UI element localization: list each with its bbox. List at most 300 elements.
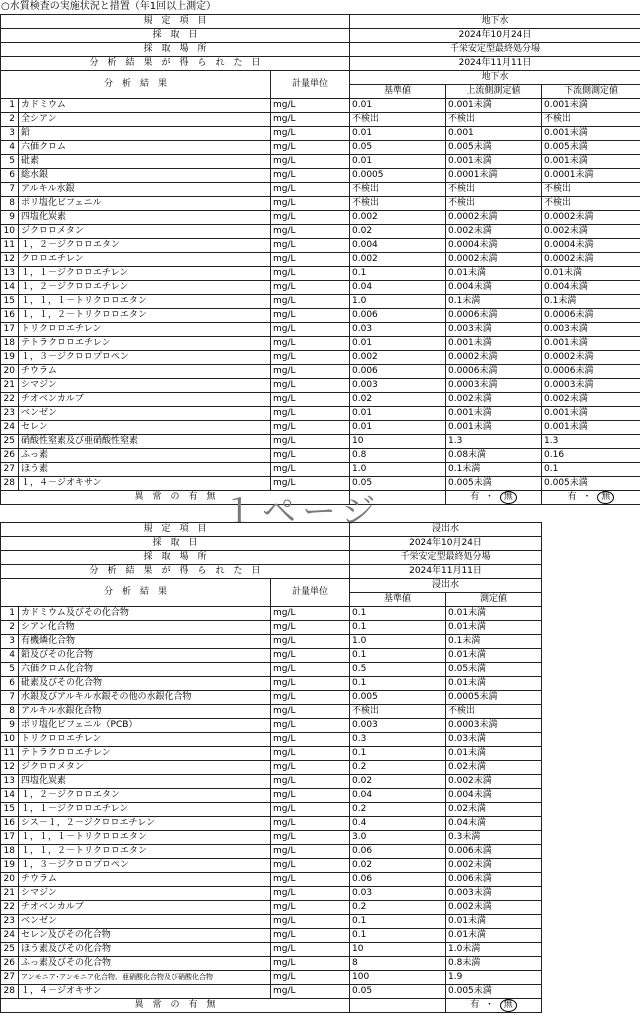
- standard-value: 100: [350, 971, 446, 985]
- abnormal-yes: 有: [567, 492, 577, 502]
- upstream-value: 0.001未満: [446, 407, 542, 421]
- sampling-date-label: 採 取 日: [1, 29, 350, 43]
- downstream-value: 0.0003未満: [542, 379, 640, 393]
- measured-value: 1.9: [446, 971, 542, 985]
- downstream-value: 不検出: [542, 113, 640, 127]
- row-number: 26: [1, 449, 19, 463]
- unit: mg/L: [271, 225, 350, 239]
- row-number: 14: [1, 789, 19, 803]
- row-number: 21: [1, 379, 19, 393]
- item-value: 浸出水: [350, 523, 542, 537]
- abnormal-label: 異 常 の 有 無: [1, 999, 350, 1013]
- row-number: 3: [1, 635, 19, 649]
- downstream-value: 0.001未満: [542, 421, 640, 435]
- row-number: 8: [1, 197, 19, 211]
- sampling-date: 2024年10月24日: [350, 29, 640, 43]
- downstream-value: 1.3: [542, 435, 640, 449]
- table-row: [1, 985, 542, 999]
- item-label: 規 定 項 目: [1, 523, 350, 537]
- standard-value: 1.0: [350, 463, 446, 477]
- table-row: [1, 775, 542, 789]
- abnormal-yes: 有: [470, 1000, 480, 1010]
- table-row: [1, 197, 640, 211]
- unit: mg/L: [271, 915, 350, 929]
- table-row: [1, 957, 542, 971]
- unit: mg/L: [271, 365, 350, 379]
- table-row: [1, 155, 640, 169]
- substance-name: ほう素及びその化合物: [19, 943, 271, 957]
- upstream-value: 0.0001未満: [446, 169, 542, 183]
- table-row: [1, 127, 640, 141]
- substance-name: 有機燐化合物: [19, 635, 271, 649]
- measured-header: 測定値: [446, 593, 542, 607]
- table-row: [1, 817, 542, 831]
- upstream-value: 1.3: [446, 435, 542, 449]
- unit: mg/L: [271, 141, 350, 155]
- unit: mg/L: [271, 775, 350, 789]
- substance-name: アルキル水銀: [19, 183, 271, 197]
- analysis-header: 分 析 結 果: [1, 579, 271, 607]
- standard-value: 0.003: [350, 719, 446, 733]
- measured-value: 0.006未満: [446, 845, 542, 859]
- abnormal-dot: ・: [582, 492, 592, 502]
- standard-value: 0.1: [350, 267, 446, 281]
- row-number: 14: [1, 281, 19, 295]
- substance-name: 四塩化炭素: [19, 211, 271, 225]
- substance-name: ふっ素: [19, 449, 271, 463]
- sampling-place-label: 採 取 場 所: [1, 551, 350, 565]
- measured-value: 0.05未満: [446, 663, 542, 677]
- abnormal-no-circled: 無: [500, 491, 517, 504]
- table-row: [1, 845, 542, 859]
- row-number: 22: [1, 901, 19, 915]
- substance-name: ジクロロメタン: [19, 761, 271, 775]
- row-number: 19: [1, 859, 19, 873]
- row-number: 10: [1, 225, 19, 239]
- unit: mg/L: [271, 477, 350, 491]
- substance-name: クロロエチレン: [19, 253, 271, 267]
- measured-value: 0.0005未満: [446, 691, 542, 705]
- substance-name: テトラクロロエチレン: [19, 747, 271, 761]
- downstream-value: 0.002未満: [542, 393, 640, 407]
- upstream-value: 0.001未満: [446, 421, 542, 435]
- substance-name: シマジン: [19, 379, 271, 393]
- standard-value: 10: [350, 435, 446, 449]
- row-number: 12: [1, 253, 19, 267]
- downstream-value: 0.0002未満: [542, 253, 640, 267]
- table-row: [1, 337, 640, 351]
- standard-value: 0.2: [350, 803, 446, 817]
- unit: mg/L: [271, 393, 350, 407]
- unit: mg/L: [271, 705, 350, 719]
- substance-name: 砒素: [19, 155, 271, 169]
- table-row: [1, 253, 640, 267]
- table-row: [1, 971, 542, 985]
- upstream-value: 0.08未満: [446, 449, 542, 463]
- standard-value: 0.05: [350, 141, 446, 155]
- row-number: 10: [1, 733, 19, 747]
- table-row: [1, 649, 542, 663]
- unit: mg/L: [271, 99, 350, 113]
- measured-value: 0.03未満: [446, 733, 542, 747]
- std-header: 基準値: [350, 593, 446, 607]
- row-number: 9: [1, 719, 19, 733]
- table-row: [1, 379, 640, 393]
- standard-value: 0.01: [350, 155, 446, 169]
- sampling-place-label: 採 取 場 所: [1, 43, 350, 57]
- unit: mg/L: [271, 113, 350, 127]
- upstream-value: 0.0002未満: [446, 211, 542, 225]
- downstream-value: 0.004未満: [542, 281, 640, 295]
- unit: mg/L: [271, 155, 350, 169]
- downstream-value: 0.0001未満: [542, 169, 640, 183]
- measured-value: 0.1未満: [446, 635, 542, 649]
- upstream-value: 0.1未満: [446, 295, 542, 309]
- standard-value: 0.05: [350, 985, 446, 999]
- table-row: [1, 747, 542, 761]
- upstream-header: 上流側測定値: [446, 85, 542, 99]
- row-number: 26: [1, 957, 19, 971]
- table-row: [1, 407, 640, 421]
- standard-value: 0.3: [350, 733, 446, 747]
- result-date: 2024年11月11日: [350, 57, 640, 71]
- table-row: [1, 309, 640, 323]
- unit: mg/L: [271, 887, 350, 901]
- table-row: [1, 141, 640, 155]
- standard-value: 0.002: [350, 351, 446, 365]
- substance-name: 四塩化炭素: [19, 775, 271, 789]
- measured-value: 0.04未満: [446, 817, 542, 831]
- downstream-value: 0.001未満: [542, 337, 640, 351]
- upstream-value: 0.01未満: [446, 267, 542, 281]
- standard-value: 0.1: [350, 677, 446, 691]
- substance-name: 総水銀: [19, 169, 271, 183]
- substance-name: シス－１，２－ジクロロエチレン: [19, 817, 271, 831]
- unit: mg/L: [271, 677, 350, 691]
- upstream-value: 0.002未満: [446, 393, 542, 407]
- table-row: [1, 859, 542, 873]
- item-label: 規 定 項 目: [1, 15, 350, 29]
- downstream-value: 0.01未満: [542, 267, 640, 281]
- upstream-value: 0.001未満: [446, 155, 542, 169]
- upstream-value: 0.001未満: [446, 99, 542, 113]
- unit: mg/L: [271, 197, 350, 211]
- substance-name: １，３－ジクロロプロペン: [19, 859, 271, 873]
- table-row: [1, 761, 542, 775]
- unit: mg/L: [271, 281, 350, 295]
- downstream-value: 0.16: [542, 449, 640, 463]
- row-number: 1: [1, 607, 19, 621]
- unit: mg/L: [271, 985, 350, 999]
- substance-name: 鉛及びその化合物: [19, 649, 271, 663]
- table-row: [1, 365, 640, 379]
- substance-name: カドミウム: [19, 99, 271, 113]
- measured-value: 0.005未満: [446, 985, 542, 999]
- row-number: 24: [1, 421, 19, 435]
- upstream-value: 0.001: [446, 127, 542, 141]
- measured-value: 0.01未満: [446, 915, 542, 929]
- standard-value: 0.002: [350, 211, 446, 225]
- row-number: 2: [1, 621, 19, 635]
- downstream-value: 0.1未満: [542, 295, 640, 309]
- substance-name: １，１－ジクロロエチレン: [19, 803, 271, 817]
- row-number: 24: [1, 929, 19, 943]
- standard-value: 0.03: [350, 323, 446, 337]
- standard-value: 0.02: [350, 225, 446, 239]
- downstream-value: 0.005未満: [542, 477, 640, 491]
- downstream-value: 0.001未満: [542, 155, 640, 169]
- unit: mg/L: [271, 239, 350, 253]
- table-row: [1, 663, 542, 677]
- row-number: 27: [1, 971, 19, 985]
- upstream-value: 0.003未満: [446, 323, 542, 337]
- standard-value: 不検出: [350, 183, 446, 197]
- unit: mg/L: [271, 789, 350, 803]
- standard-value: 1.0: [350, 635, 446, 649]
- unit: mg/L: [271, 747, 350, 761]
- result-date-label: 分 析 結 果 が 得 ら れ た 日: [1, 565, 350, 579]
- substance-name: チウラム: [19, 873, 271, 887]
- standard-value: 0.01: [350, 421, 446, 435]
- table-row: [1, 943, 542, 957]
- standard-value: 0.0005: [350, 169, 446, 183]
- substance-name: シアン化合物: [19, 621, 271, 635]
- table-row: [1, 733, 542, 747]
- table-row: [1, 607, 542, 621]
- table-row: [1, 621, 542, 635]
- table-row: [1, 789, 542, 803]
- standard-value: 0.05: [350, 477, 446, 491]
- table-row: [1, 803, 542, 817]
- unit: mg/L: [271, 267, 350, 281]
- upstream-value: 0.005未満: [446, 477, 542, 491]
- abnormal-no-circled: 無: [597, 491, 614, 504]
- unit: mg/L: [271, 169, 350, 183]
- unit: mg/L: [271, 351, 350, 365]
- abnormal-dot: ・: [484, 492, 494, 502]
- unit: mg/L: [271, 323, 350, 337]
- standard-value: 不検出: [350, 705, 446, 719]
- sampling-date: 2024年10月24日: [350, 537, 542, 551]
- measured-value: 0.01未満: [446, 621, 542, 635]
- unit: mg/L: [271, 817, 350, 831]
- downstream-value: 0.1: [542, 463, 640, 477]
- row-number: 6: [1, 677, 19, 691]
- standard-value: 0.04: [350, 281, 446, 295]
- table-row: [1, 705, 542, 719]
- row-number: 25: [1, 435, 19, 449]
- standard-value: 0.01: [350, 407, 446, 421]
- substance-name: ふっ素及びその化合物: [19, 957, 271, 971]
- unit: mg/L: [271, 971, 350, 985]
- substance-name: １，４－ジオキサン: [19, 985, 271, 999]
- unit: mg/L: [271, 873, 350, 887]
- table-row: [1, 887, 542, 901]
- standard-value: 0.4: [350, 817, 446, 831]
- row-number: 5: [1, 663, 19, 677]
- measured-value: 0.003未満: [446, 887, 542, 901]
- row-number: 18: [1, 845, 19, 859]
- sampling-place: 千栄安定型最終処分場: [350, 43, 640, 57]
- substance-name: チオベンカルブ: [19, 393, 271, 407]
- table-row: [1, 463, 640, 477]
- measured-value: 0.01未満: [446, 677, 542, 691]
- upstream-value: 不検出: [446, 197, 542, 211]
- substance-name: １，３－ジクロロプロペン: [19, 351, 271, 365]
- table-row: [1, 183, 640, 197]
- row-number: 16: [1, 309, 19, 323]
- substance-name: １，１，２－トリクロロエタン: [19, 309, 271, 323]
- row-number: 8: [1, 705, 19, 719]
- upstream-value: 0.1未満: [446, 463, 542, 477]
- downstream-value: 0.002未満: [542, 225, 640, 239]
- page-watermark: １ページ: [222, 492, 382, 532]
- abnormal-label: 異 常 の 有 無: [1, 491, 350, 505]
- row-number: 15: [1, 295, 19, 309]
- standard-value: 0.2: [350, 761, 446, 775]
- standard-value: 0.1: [350, 915, 446, 929]
- standard-value: 0.006: [350, 309, 446, 323]
- row-number: 18: [1, 337, 19, 351]
- substance-name: 硝酸性窒素及び亜硝酸性窒素: [19, 435, 271, 449]
- unit: mg/L: [271, 733, 350, 747]
- abnormal-yes: 有: [470, 492, 480, 502]
- sampling-date-label: 採 取 日: [1, 537, 350, 551]
- table-row: [1, 393, 640, 407]
- downstream-header: 下流側測定値: [542, 85, 640, 99]
- unit: mg/L: [271, 435, 350, 449]
- downstream-value: 0.0004未満: [542, 239, 640, 253]
- standard-value: 0.1: [350, 621, 446, 635]
- row-number: 20: [1, 365, 19, 379]
- substance-name: シマジン: [19, 887, 271, 901]
- category-header: 地下水: [350, 71, 640, 85]
- substance-name: １，１，２－トリクロロエタン: [19, 845, 271, 859]
- row-number: 5: [1, 155, 19, 169]
- abnormal-downstream: [542, 491, 640, 505]
- measured-value: 0.002未満: [446, 859, 542, 873]
- unit: mg/L: [271, 337, 350, 351]
- unit: mg/L: [271, 845, 350, 859]
- upstream-value: 0.0006未満: [446, 309, 542, 323]
- substance-name: ポリ塩化ビフェニル: [19, 197, 271, 211]
- measured-value: 0.006未満: [446, 873, 542, 887]
- standard-value: 0.8: [350, 449, 446, 463]
- table-row: [1, 719, 542, 733]
- row-number: 2: [1, 113, 19, 127]
- measured-value: 0.02未満: [446, 803, 542, 817]
- standard-value: 不検出: [350, 197, 446, 211]
- standard-value: 0.1: [350, 607, 446, 621]
- substance-name: ベンゼン: [19, 407, 271, 421]
- table-row: [1, 323, 640, 337]
- substance-name: ほう素: [19, 463, 271, 477]
- standard-value: 3.0: [350, 831, 446, 845]
- substance-name: トリクロロエチレン: [19, 323, 271, 337]
- document-title: ○水質検査の実施状況と措置（年1回以上測定）: [1, 1, 217, 12]
- unit: mg/L: [271, 635, 350, 649]
- row-number: 15: [1, 803, 19, 817]
- row-number: 7: [1, 691, 19, 705]
- substance-name: １，２－ジクロロエタン: [19, 789, 271, 803]
- table-row: [1, 113, 640, 127]
- substance-name: 砒素及びその化合物: [19, 677, 271, 691]
- result-date-label: 分 析 結 果 が 得 ら れ た 日: [1, 57, 350, 71]
- substance-name: １，１，１－トリクロロエタン: [19, 295, 271, 309]
- table-row: [1, 281, 640, 295]
- unit: mg/L: [271, 309, 350, 323]
- unit: mg/L: [271, 719, 350, 733]
- upstream-value: 0.004未満: [446, 281, 542, 295]
- substance-name: １，１－ジクロロエチレン: [19, 267, 271, 281]
- measured-value: 0.01未満: [446, 747, 542, 761]
- substance-name: 鉛: [19, 127, 271, 141]
- downstream-value: 0.0002未満: [542, 351, 640, 365]
- substance-name: １，４－ジオキサン: [19, 477, 271, 491]
- substance-name: セレン: [19, 421, 271, 435]
- unit: mg/L: [271, 253, 350, 267]
- substance-name: 全シアン: [19, 113, 271, 127]
- downstream-value: 0.0006未満: [542, 365, 640, 379]
- unit: mg/L: [271, 943, 350, 957]
- substance-name: ポリ塩化ビフェニル（PCB）: [19, 719, 271, 733]
- table-row: [1, 169, 640, 183]
- measured-value: 0.02未満: [446, 761, 542, 775]
- row-number: 9: [1, 211, 19, 225]
- standard-value: 0.1: [350, 747, 446, 761]
- table-row: [1, 99, 640, 113]
- upstream-value: 0.001未満: [446, 337, 542, 351]
- row-number: 3: [1, 127, 19, 141]
- table-row: [1, 225, 640, 239]
- substance-name: １，２－ジクロロエタン: [19, 239, 271, 253]
- row-number: 28: [1, 985, 19, 999]
- downstream-value: 0.005未満: [542, 141, 640, 155]
- downstream-value: 0.0002未満: [542, 211, 640, 225]
- substance-name: ジクロロメタン: [19, 225, 271, 239]
- standard-value: 0.02: [350, 859, 446, 873]
- row-number: 19: [1, 351, 19, 365]
- table-row: [1, 267, 640, 281]
- row-number: 7: [1, 183, 19, 197]
- upstream-value: 0.005未満: [446, 141, 542, 155]
- row-number: 12: [1, 761, 19, 775]
- row-number: 28: [1, 477, 19, 491]
- standard-value: 0.03: [350, 887, 446, 901]
- upstream-value: 0.0004未満: [446, 239, 542, 253]
- unit: mg/L: [271, 957, 350, 971]
- measured-value: 0.8未満: [446, 957, 542, 971]
- table-row: [1, 351, 640, 365]
- unit: mg/L: [271, 649, 350, 663]
- substance-name: アンモニア･アンモニア化合物、亜硝酸化合物及び硝酸化合物: [19, 971, 271, 985]
- measured-value: 0.01未満: [446, 929, 542, 943]
- row-number: 6: [1, 169, 19, 183]
- upstream-value: 0.0006未満: [446, 365, 542, 379]
- upstream-value: 0.0002未満: [446, 253, 542, 267]
- standard-value: 不検出: [350, 113, 446, 127]
- upstream-value: 不検出: [446, 183, 542, 197]
- standard-value: 0.06: [350, 845, 446, 859]
- row-number: 23: [1, 915, 19, 929]
- substance-name: チオベンカルブ: [19, 901, 271, 915]
- category-header: 浸出水: [350, 579, 542, 593]
- measured-value: 0.01未満: [446, 607, 542, 621]
- unit: mg/L: [271, 663, 350, 677]
- standard-value: 0.004: [350, 239, 446, 253]
- standard-value: 0.06: [350, 873, 446, 887]
- row-number: 22: [1, 393, 19, 407]
